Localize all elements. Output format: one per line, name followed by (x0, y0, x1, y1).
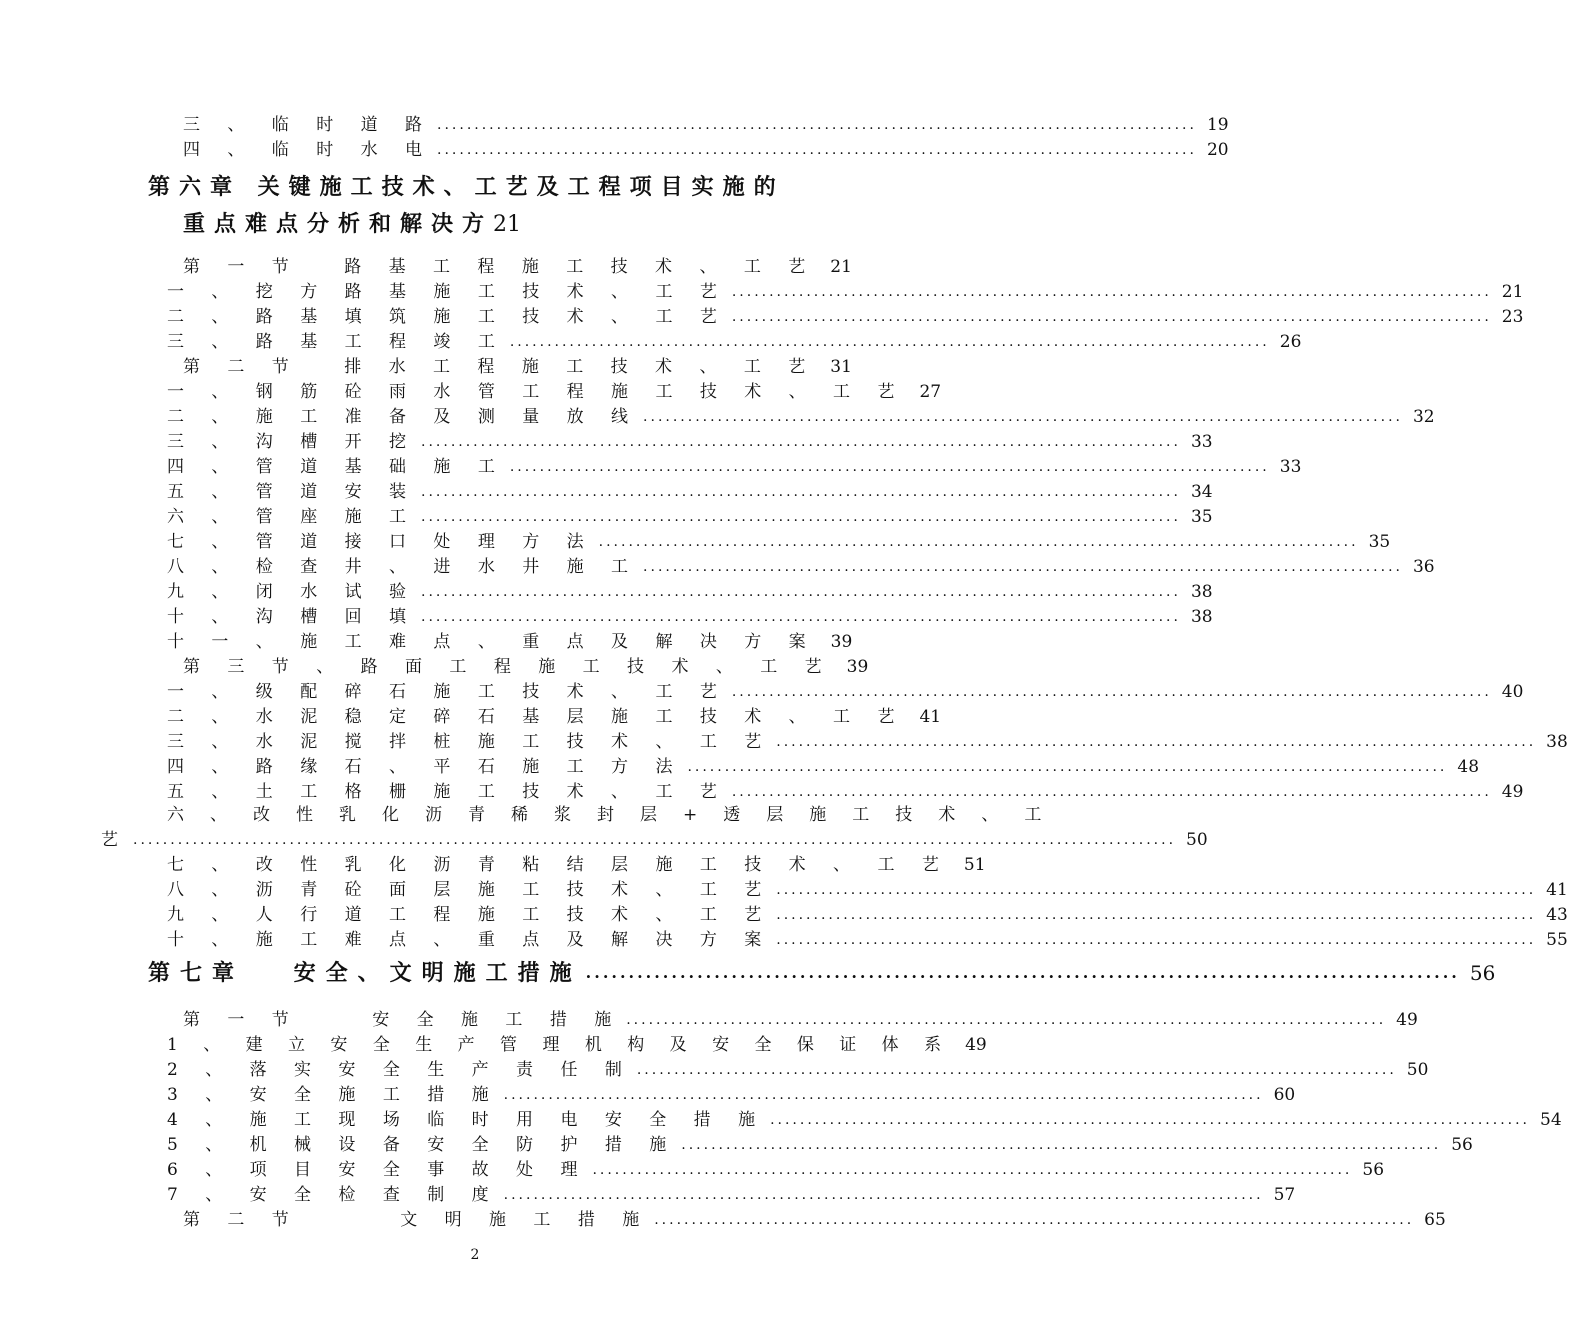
toc-entry-title: 2 、 落 实 安 全 生 产 责 任 制 (167, 1060, 633, 1080)
toc-entry-title: 九 、 闭 水 试 验 (167, 582, 418, 602)
toc-entry-title-continued: 艺 (101, 830, 129, 850)
toc-entry-page: 36 (1412, 557, 1435, 577)
toc-entry-title: 6 、 项 目 安 全 事 故 处 理 (167, 1160, 589, 1180)
toc-entry-title: 五 、 土 工 格 栅 施 工 技 术 、 工 艺 (167, 782, 728, 802)
dot-leader: ...................................................................................................... (585, 963, 1460, 982)
toc-entry-page: 56 (1451, 1135, 1473, 1155)
dot-leader: ...................................................................................................... (681, 1137, 1442, 1153)
toc-entry-title: 5 、 机 械 设 备 安 全 防 护 措 施 (167, 1135, 678, 1155)
toc-entry-title: 第 一 节 安 全 施 工 措 施 (183, 1010, 623, 1030)
toc-entry[interactable] (167, 1083, 1296, 1107)
dot-leader: ...................................................................................................... (626, 1012, 1387, 1028)
toc-entry[interactable] (167, 928, 1568, 952)
toc-entry-title: 一 、 钢 筋 砼 雨 水 管 工 程 施 工 技 术 、 工 艺 (167, 382, 906, 402)
toc-entry-page: 51 (963, 855, 986, 875)
toc-entry-title: 七 、 管 道 接 口 处 理 方 法 (167, 532, 595, 552)
chapter-title-line1: 第六章 关键施工技术、工艺及工程项目实施的 (148, 174, 785, 200)
chapter-title: 第七章 安全、文明施工措施 (148, 960, 582, 986)
toc-entry-wrapped-continued[interactable] (101, 828, 1208, 852)
toc-entry[interactable] (167, 305, 1524, 329)
toc-entry[interactable] (183, 113, 1229, 137)
toc-entry[interactable] (167, 1133, 1473, 1157)
toc-entry-page: 39 (830, 632, 853, 652)
toc-entry[interactable] (167, 405, 1435, 429)
dot-leader: ...................................................................................................... (776, 734, 1537, 750)
toc-entry-page: 49 (1396, 1010, 1418, 1030)
dot-leader: ...................................................................................................... (598, 534, 1359, 550)
toc-entry-page: 41 (1546, 880, 1568, 900)
toc-entry-title: 六 、 改 性 乳 化 沥 青 稀 浆 封 层 + 透 层 施 工 技 术 、 工 (167, 805, 1052, 825)
toc-entry-page: 39 (846, 657, 869, 677)
toc-entry-title: 第 二 节 文 明 施 工 措 施 (183, 1210, 651, 1230)
toc-entry-title: 四 、 路 缘 石 、 平 石 施 工 方 法 (167, 757, 684, 777)
toc-entry[interactable] (167, 630, 853, 654)
toc-entry-page: 21 (830, 257, 852, 277)
toc-entry-title: 三 、 路 基 工 程 竣 工 (167, 332, 506, 352)
toc-entry[interactable] (167, 330, 1302, 354)
toc-entry[interactable] (167, 705, 942, 729)
toc-entry-page: 34 (1190, 482, 1213, 502)
dot-leader: ...................................................................................................... (421, 434, 1181, 450)
toc-entry[interactable] (183, 355, 852, 379)
toc-entry-page: 21 (1501, 282, 1524, 302)
toc-entry-page: 38 (1190, 607, 1213, 627)
dot-leader: ...................................................................................................... (421, 509, 1181, 525)
toc-entry-title: 九 、 人 行 道 工 程 施 工 技 术 、 工 艺 (167, 905, 773, 925)
dot-leader: ...................................................................................................... (421, 609, 1181, 625)
toc-entry-page: 65 (1424, 1210, 1446, 1230)
toc-entry-title: 十 、 沟 槽 回 填 (167, 607, 418, 627)
toc-entry-title: 第 三 节 、 路 面 工 程 施 工 技 术 、 工 艺 (183, 657, 833, 677)
dot-leader: ...................................................................................................... (770, 1112, 1530, 1128)
toc-entry-page: 40 (1501, 682, 1524, 702)
chapter-title-line2: 重点难点分析和解决方 (183, 211, 494, 237)
toc-entry-wrapped[interactable] (167, 803, 1052, 827)
dot-leader: ...................................................................................................... (776, 907, 1537, 923)
toc-entry-page: 49 (1501, 782, 1524, 802)
toc-entry[interactable] (167, 878, 1568, 902)
dot-leader: ...................................................................................................... (654, 1212, 1415, 1228)
toc-entry-title: 三 、 水 泥 搅 拌 桩 施 工 技 术 、 工 艺 (167, 732, 773, 752)
toc-entry-title: 第 二 节 排 水 工 程 施 工 技 术 、 工 艺 (183, 357, 817, 377)
toc-entry-title: 二 、 施 工 准 备 及 测 量 放 线 (167, 407, 640, 427)
toc-entry-title: 二 、 水 泥 稳 定 碎 石 基 层 施 工 技 术 、 工 艺 (167, 707, 906, 727)
toc-entry[interactable] (167, 1033, 987, 1057)
toc-entry-page: 33 (1190, 432, 1213, 452)
toc-entry-title: 六 、 管 座 施 工 (167, 507, 418, 527)
toc-entry-page: 57 (1273, 1185, 1296, 1205)
toc-entry-title: 七 、 改 性 乳 化 沥 青 粘 结 层 施 工 技 术 、 工 艺 (167, 855, 950, 875)
dot-leader: ...................................................................................................... (643, 409, 1403, 425)
toc-entry-title: 1 、 建 立 安 全 生 产 管 理 机 构 及 安 全 保 证 体 系 (167, 1035, 952, 1055)
toc-entry[interactable] (183, 138, 1229, 162)
toc-entry-page: 56 (1362, 1160, 1385, 1180)
dot-leader: ............................................................................................................................................ (133, 832, 1177, 848)
dot-leader: ...................................................................................................... (509, 459, 1270, 475)
dot-leader: ...................................................................................................... (731, 309, 1492, 325)
toc-entry-title: 十 一 、 施 工 难 点 、 重 点 及 解 决 方 案 (167, 632, 817, 652)
toc-entry-title: 4 、 施 工 现 场 临 时 用 电 安 全 措 施 (167, 1110, 767, 1130)
dot-leader: ...................................................................................................... (643, 559, 1403, 575)
toc-entry[interactable] (167, 903, 1568, 927)
toc-entry-page: 55 (1546, 930, 1568, 950)
toc-entry-title: 三 、 沟 槽 开 挖 (167, 432, 418, 452)
toc-entry[interactable] (167, 505, 1213, 529)
toc-entry-page: 38 (1546, 732, 1568, 752)
dot-leader: ...................................................................................................... (503, 1087, 1264, 1103)
toc-entry[interactable] (167, 430, 1213, 454)
toc-entry-page: 50 (1186, 830, 1208, 850)
toc-entry-title: 四 、 管 道 基 础 施 工 (167, 457, 506, 477)
dot-leader: ...................................................................................................... (421, 484, 1181, 500)
toc-entry-page: 35 (1190, 507, 1213, 527)
toc-entry-title: 三 、 临 时 道 路 (183, 115, 434, 135)
toc-entry-page: 35 (1368, 532, 1391, 552)
toc-entry[interactable] (167, 580, 1213, 604)
toc-entry[interactable] (167, 730, 1568, 754)
dot-leader: ...................................................................................................... (687, 759, 1448, 775)
dot-leader: ...................................................................................................... (776, 882, 1537, 898)
dot-leader: ...................................................................................................... (592, 1162, 1353, 1178)
toc-entry[interactable] (167, 755, 1480, 779)
dot-leader: ...................................................................................................... (437, 117, 1197, 133)
toc-entry-title: 八 、 沥 青 砼 面 层 施 工 技 术 、 工 艺 (167, 880, 773, 900)
toc-entry[interactable] (183, 1008, 1418, 1032)
toc-entry-page: 50 (1406, 1060, 1429, 1080)
toc-entry[interactable] (167, 1158, 1385, 1182)
toc-entry-title: 五 、 管 道 安 装 (167, 482, 418, 502)
toc-entry-title: 四 、 临 时 水 电 (183, 140, 434, 160)
toc-entry[interactable] (167, 605, 1213, 629)
toc-entry[interactable] (167, 455, 1302, 479)
toc-entry[interactable] (167, 853, 986, 877)
page-number: 2 (470, 1247, 480, 1263)
toc-entry-page: 48 (1457, 757, 1480, 777)
toc-entry-page: 26 (1279, 332, 1302, 352)
chapter-heading[interactable] (148, 170, 785, 201)
toc-entry-page: 20 (1206, 140, 1229, 160)
toc-entry[interactable] (167, 380, 942, 404)
dot-leader: ...................................................................................................... (776, 932, 1537, 948)
chapter-page: 56 (1469, 961, 1496, 985)
toc-entry[interactable] (167, 530, 1391, 554)
toc-entry-page: 41 (919, 707, 942, 727)
toc-entry-title: 一 、 级 配 碎 石 施 工 技 术 、 工 艺 (167, 682, 728, 702)
toc-entry[interactable] (183, 1208, 1446, 1232)
toc-entry-title: 一 、 挖 方 路 基 施 工 技 术 、 工 艺 (167, 282, 728, 302)
toc-entry-page: 27 (919, 382, 942, 402)
toc-entry[interactable] (183, 655, 869, 679)
toc-entry[interactable] (167, 555, 1435, 579)
toc-entry[interactable] (167, 280, 1524, 304)
toc-entry-page: 19 (1206, 115, 1229, 135)
toc-entry[interactable] (167, 1108, 1562, 1132)
toc-entry-page: 31 (830, 357, 852, 377)
toc-entry-page: 60 (1273, 1085, 1296, 1105)
toc-entry-title: 十 、 施 工 难 点 、 重 点 及 解 决 方 案 (167, 930, 773, 950)
dot-leader: ...................................................................................................... (636, 1062, 1397, 1078)
toc-entry-page: 49 (965, 1035, 987, 1055)
toc-entry-page: 54 (1540, 1110, 1562, 1130)
toc-entry[interactable] (183, 255, 852, 279)
toc-entry[interactable] (167, 780, 1524, 804)
toc-entry-title: 7 、 安 全 检 查 制 度 (167, 1185, 500, 1205)
toc-entry[interactable] (167, 680, 1524, 704)
toc-entry-title: 3 、 安 全 施 工 措 施 (167, 1085, 500, 1105)
toc-entry[interactable] (167, 1058, 1429, 1082)
chapter-heading-continued[interactable] (183, 207, 521, 238)
chapter-page: 21 (493, 212, 522, 237)
dot-leader: ...................................................................................................... (437, 142, 1197, 158)
toc-entry[interactable] (167, 480, 1213, 504)
toc-entry-title: 第 一 节 路 基 工 程 施 工 技 术 、 工 艺 (183, 257, 817, 277)
dot-leader: ...................................................................................................... (509, 334, 1270, 350)
toc-entry-page: 32 (1412, 407, 1435, 427)
toc-entry-page: 43 (1546, 905, 1568, 925)
dot-leader: ...................................................................................................... (731, 784, 1492, 800)
toc-entry-page: 23 (1501, 307, 1524, 327)
toc-entry-page: 38 (1190, 582, 1213, 602)
dot-leader: ...................................................................................................... (731, 284, 1492, 300)
chapter-heading[interactable] (148, 958, 1496, 988)
toc-entry[interactable] (167, 1183, 1296, 1207)
dot-leader: ...................................................................................................... (421, 584, 1181, 600)
toc-entry-title: 二 、 路 基 填 筑 施 工 技 术 、 工 艺 (167, 307, 728, 327)
toc-entry-page: 33 (1279, 457, 1302, 477)
toc-entry-title: 八 、 检 查 井 、 进 水 井 施 工 (167, 557, 640, 577)
dot-leader: ...................................................................................................... (503, 1187, 1264, 1203)
dot-leader: ...................................................................................................... (731, 684, 1492, 700)
